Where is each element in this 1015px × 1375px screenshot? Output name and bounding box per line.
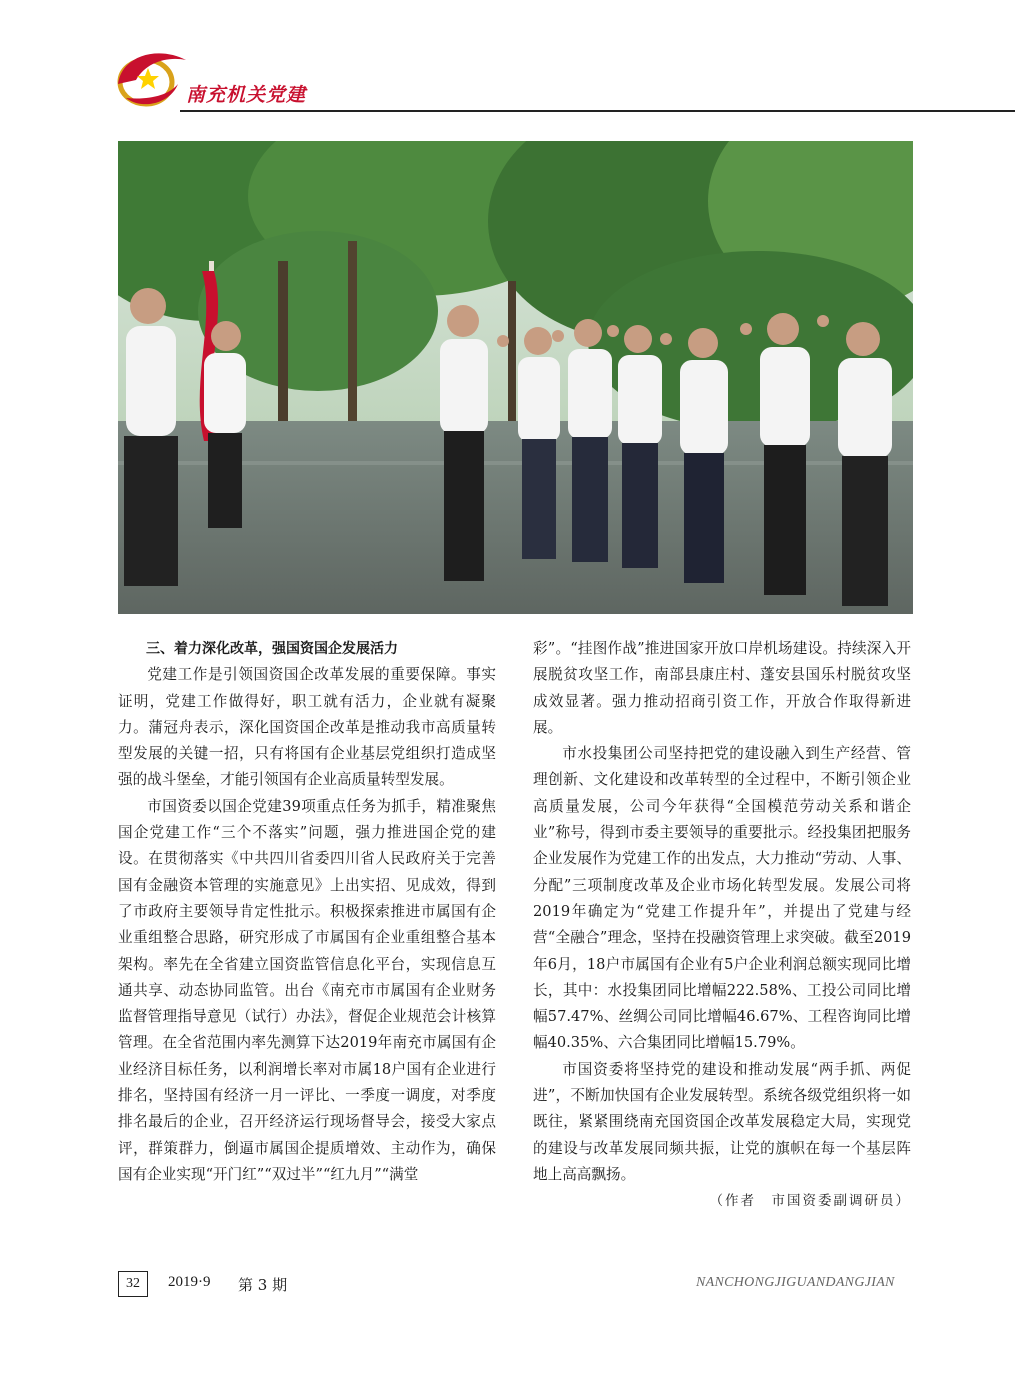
issue-number: 第 3 期 [238,1276,288,1294]
section-heading: 三、着力深化改革，强国资国企发展活力 [146,641,398,657]
issue-date: 2019·9 [168,1274,211,1290]
paragraph: 市国资委以国企党建39项重点任务为抓手，精准聚焦国企党建工作“三个不落实”问题，强力推进国企党的建设。在贯彻落实《中共四川省委四川省人民政府关于完善国有金融资本管理的实施意见》上出实招、见成效，得到了市政府主要领导肯定性批示。积极探索推进市属国有企业重组整合思路，研究形成了市属国有企业重组整合基本架构。率先在全省建立国资监管信息化平台，实现信息互通共享、动态协同监管。出台《南充市市属国有企业财务监督管理指导意见（试行）办法》，督促企业规范会计核算管理。在全省范围内率先测算下达2019年南充市属国有企业经济目标任务，以利润增长率对市属18户国有企业进行排名，坚持国有经济一月一评比、一季度一调度，对季度排名最后的企业，召开经济运行现场督导会，接受大家点评，群策群力，倒逼市属国企提质增效、主动作为，确保国有企业实现“开门红”“双过半”“红九月”“满堂 [118,797,496,1183]
page-header [0,0,1015,120]
article-column-right [533,636,911,1215]
page-number: 32 [118,1271,148,1297]
paragraph: 党建工作是引领国资国企改革发展的重要保障。事实证明，党建工作做得好，职工就有活力，企业就有凝聚力。蒲冠舟表示，深化国资国企改革是推动我市高质量转型发展的关键一招，只有将国有企业基层党组织打造成坚强的战斗堡垒，才能引领国有企业高质量转型发展。 [118,666,496,789]
article-column-left [118,636,496,1188]
header-divider [180,110,1015,112]
paragraph: 市国资委将坚持党的建设和推动发展“两手抓、两促进”，不断加快国有企业发展转型。系统各级党组织将一如既往，紧紧围绕南充国资国企改革发展稳定大局，实现党的建设与改革发展同频共振，让党的旗帜在每一个基层阵地上高高飘扬。 [533,1060,911,1183]
author-byline: （作者 市国资委副调研员） [709,1193,911,1210]
magazine-pinyin: NANCHONGJIGUANDANGJIAN [696,1275,895,1290]
paragraph-continuation: 彩”。“挂图作战”推进国家开放口岸机场建设。持续深入开展脱贫攻坚工作，南部县康庄村、蓬安县国乐村脱贫攻坚成效显著。强力推动招商引资工作，开放合作取得新进展。 [533,640,911,736]
party-logo-icon [112,40,192,112]
paragraph: 市水投集团公司坚持把党的建设融入到生产经营、管理创新、文化建设和改革转型的全过程中，不断引领企业高质量发展，公司今年获得“全国模范劳动关系和谐企业”称号，得到市委主要领导的重要批示。经投集团把服务企业发展作为党建工作的出发点，大力推动“劳动、人事、分配”三项制度改革及企业市场化转型发展。发展公司将2019年确定为“党建工作提升年”，并提出了党建与经营“全融合”理念，坚持在投融资管理上求突破。截至2019年6月，18户市属国有企业有5户企业利润总额实现同比增长，其中：水投集团同比增幅222.58%、工投公司同比增幅57.47%、丝绸公司同比增幅46.67%、工程咨询同比增幅40.35%、六合集团同比增幅15.79%。 [533,745,911,1052]
photo-illustration [118,141,913,614]
group-oath-photo [118,141,913,614]
magazine-title: 南充机关党建 [186,84,307,106]
